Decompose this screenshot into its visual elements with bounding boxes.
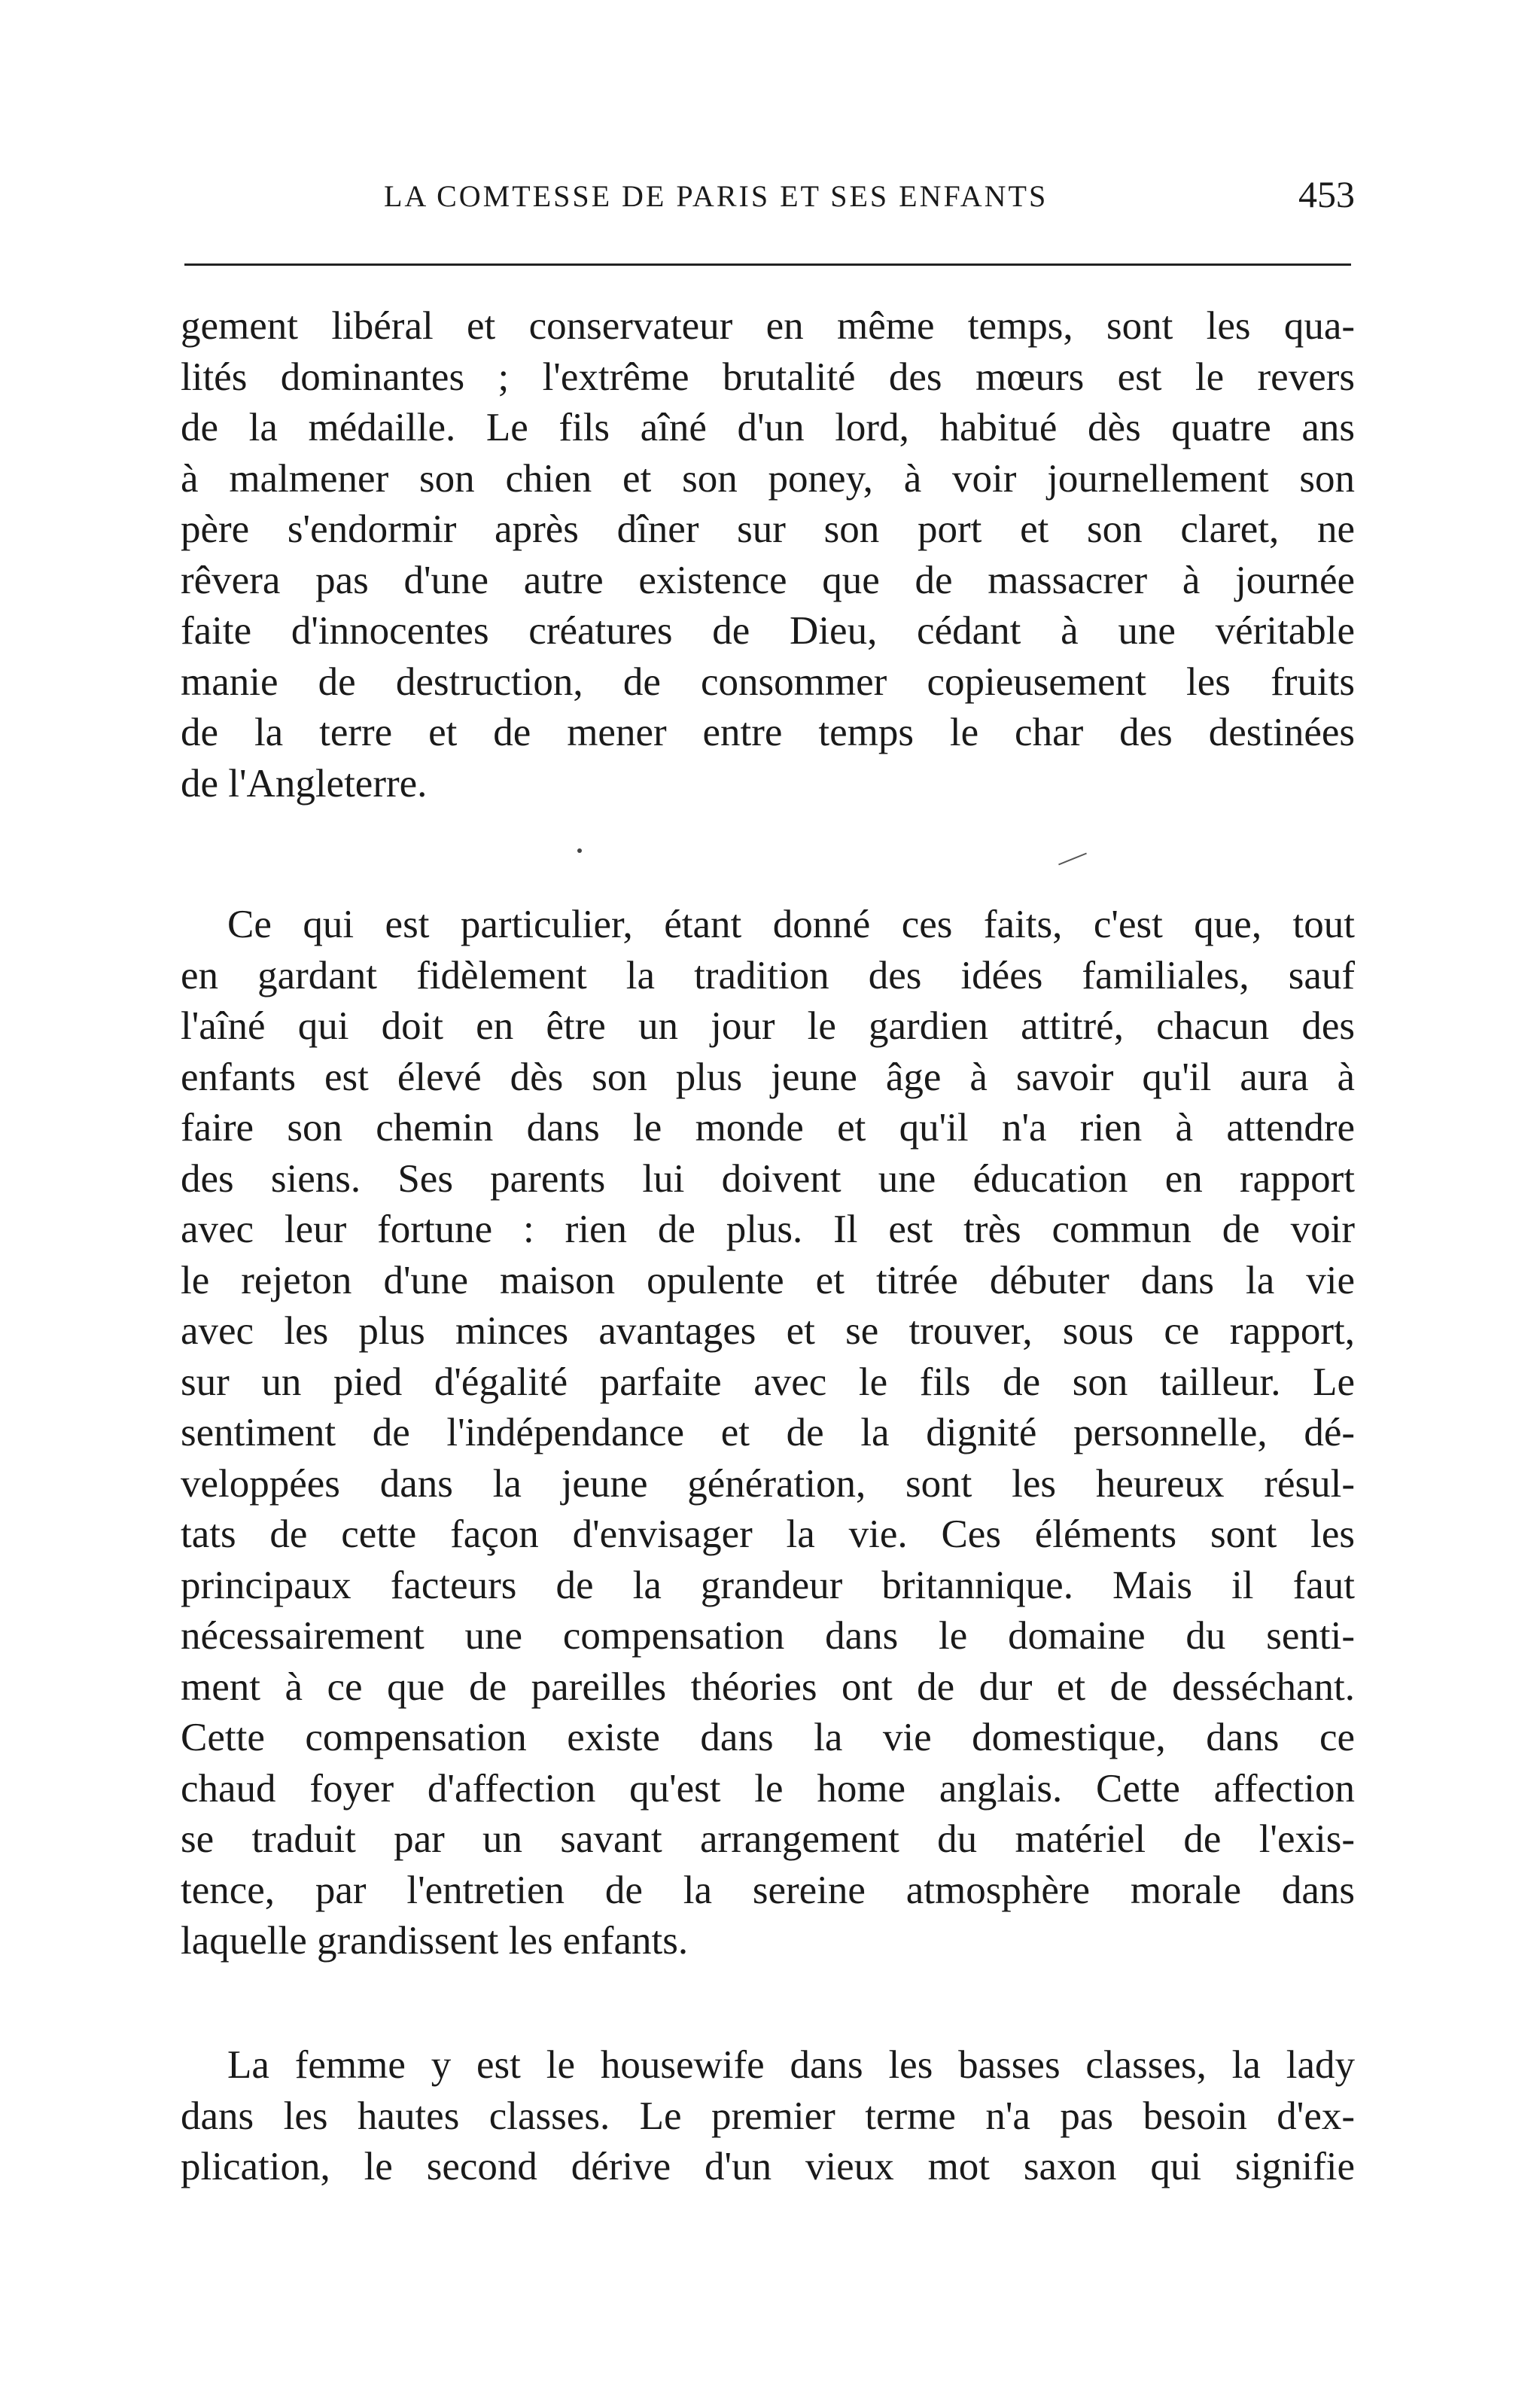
text-line: nécessairement une compensation dans le domaine du senti- bbox=[181, 1614, 1355, 1658]
text-line: tence, par l'entretien de la sereine atmosphère morale dans bbox=[181, 1868, 1355, 1912]
paragraph-3 bbox=[181, 2040, 1355, 2193]
text-line: chaud foyer d'affection qu'est le home anglais. Cette affection bbox=[181, 1766, 1355, 1811]
text-line: faire son chemin dans le monde et qu'il n'a rien à attendre bbox=[181, 1106, 1355, 1150]
text-line: lités dominantes ; l'extrême brutalité des mœurs est le revers bbox=[181, 355, 1355, 399]
text-line: des siens. Ses parents lui doivent une éducation en rapport bbox=[181, 1156, 1355, 1201]
paragraph-2 bbox=[181, 900, 1355, 1967]
text-line: se traduit par un savant arrangement du matériel de l'exis- bbox=[181, 1817, 1355, 1861]
text-line: tats de cette façon d'envisager la vie. Ces éléments sont les bbox=[181, 1512, 1355, 1556]
page-number: 453 bbox=[1298, 173, 1355, 215]
text-line: La femme y est le housewife dans les basses classes, la lady bbox=[227, 2043, 1355, 2087]
running-title: LA COMTESSE DE PARIS ET SES ENFANTS bbox=[384, 179, 1048, 213]
text-line: ment à ce que de pareilles théories ont de dur et de desséchant. bbox=[181, 1664, 1355, 1709]
print-speck bbox=[577, 848, 582, 853]
text-line: le rejeton d'une maison opulente et titrée débuter dans la vie bbox=[181, 1258, 1355, 1302]
text-line: gement libéral et conservateur en même temps, sont les qua- bbox=[181, 304, 1355, 348]
text-line: père s'endormir après dîner sur son port et son claret, ne bbox=[181, 507, 1355, 551]
text-line: de la médaille. Le fils aîné d'un lord, habitué dès quatre ans bbox=[181, 406, 1355, 449]
running-head bbox=[181, 169, 1355, 222]
header-rule bbox=[184, 263, 1351, 266]
text-line: Cette compensation existe dans la vie domestique, dans ce bbox=[181, 1716, 1355, 1759]
text-line: dans les hautes classes. Le premier terme n'a pas besoin d'ex- bbox=[181, 2094, 1355, 2138]
text-line: avec leur fortune : rien de plus. Il est très commun de voir bbox=[181, 1208, 1355, 1251]
paragraph-1 bbox=[181, 301, 1355, 809]
text-line: sentiment de l'indépendance et de la dignité personnelle, dé- bbox=[181, 1411, 1355, 1454]
text-line: principaux facteurs de la grandeur britannique. Mais il faut bbox=[181, 1563, 1355, 1607]
text-line: enfants est élevé dès son plus jeune âge à savoir qu'il aura à bbox=[181, 1055, 1355, 1099]
text-line: l'aîné qui doit en être un jour le gardien attitré, chacun des bbox=[181, 1004, 1355, 1048]
text-line: de la terre et de mener entre temps le char des destinées bbox=[181, 711, 1355, 754]
text-line: faite d'innocentes créatures de Dieu, cédant à une véritable bbox=[181, 609, 1355, 653]
text-line: rêvera pas d'une autre existence que de massacrer à journée bbox=[181, 558, 1355, 602]
text-line: sur un pied d'égalité parfaite avec le fils de son tailleur. Le bbox=[181, 1360, 1355, 1404]
text-line: avec les plus minces avantages et se trouver, sous ce rapport, bbox=[181, 1309, 1355, 1353]
text-line: de l'Angleterre. bbox=[181, 761, 428, 806]
text-line: plication, le second dérive d'un vieux mot saxon qui signifie bbox=[181, 2145, 1355, 2188]
text-line: manie de destruction, de consommer copieusement les fruits bbox=[181, 659, 1355, 704]
text-line: en gardant fidèlement la tradition des idées familiales, sauf bbox=[181, 953, 1355, 997]
text-line: laquelle grandissent les enfants. bbox=[181, 1919, 689, 1963]
text-line: veloppées dans la jeune génération, sont les heureux résul- bbox=[181, 1461, 1355, 1506]
text-line: Ce qui est particulier, étant donné ces faits, c'est que, tout bbox=[227, 903, 1355, 946]
text-line: à malmener son chien et son poney, à voir journellement son bbox=[181, 456, 1355, 501]
print-stroke bbox=[1058, 853, 1087, 866]
